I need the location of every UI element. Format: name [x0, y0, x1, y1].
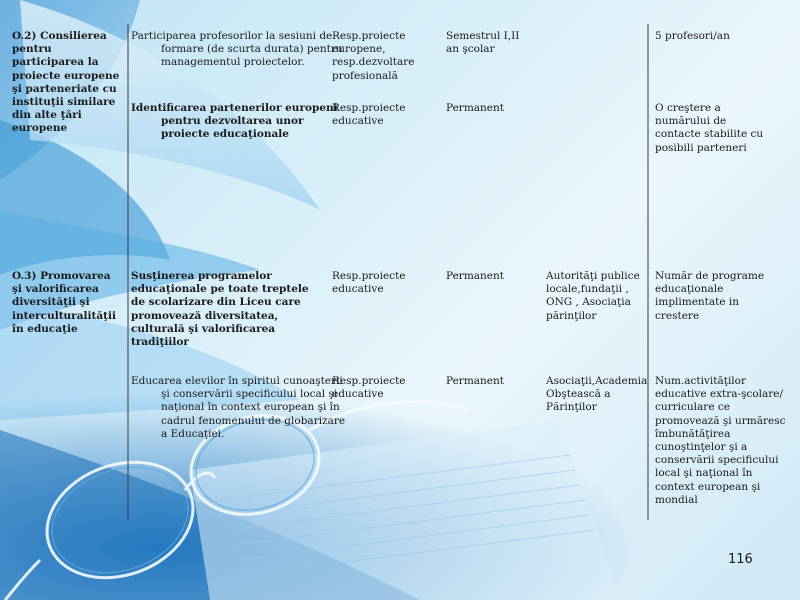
term-o3-2: Permanent: [446, 375, 505, 387]
responsible-o3-2: Resp.proiecte educative: [332, 375, 406, 401]
activity-o3-1: Susţinerea programelor educaţionale pe toate treptele de scolarizare din Liceu care promovează diversitatea, culturală şi valorificarea tradiţiilor: [131, 270, 309, 349]
indicators-o3-1: Număr de programe educaţionale implimentate in crestere: [655, 270, 765, 322]
objective-o3: O.3) Promovarea şi valorificarea diversităţii şi interculturalităţii în educaţie: [12, 270, 116, 335]
responsible-o2-2: Resp.proiecte educative: [332, 102, 406, 128]
term-o3-1: Permanent: [446, 270, 505, 282]
indicators-o2-2: O creştere a numărului de contacte stabilite cu posibili parteneri: [655, 102, 764, 154]
term-o2-1: Semestrul I,II an şcolar: [446, 30, 520, 56]
activity-o2-2: Identificarea partenerilor europeni pentru dezvoltarea unor proiecte educaţionale: [131, 102, 338, 141]
activity-o2-1: Participarea profesorilor la sesiuni de formare (de scurta durata) pentru managementul proiectelor.: [131, 30, 343, 69]
activity-o3-2: Educarea elevilor în spiritul cunoaşterii şi conservării specificului local şi naţional în context european şi în cadrul fenomenului de globarizare a Educaţiei.: [131, 375, 346, 440]
term-o2-2: Permanent: [446, 102, 505, 114]
objective-o2: O.2) Consilierea pentru participarea la proiecte europene şi parteneriate cu instituţii similare din alte ţări europene: [12, 30, 120, 135]
responsible-o2-1: Resp.proiecte europene, resp.dezvoltare profesională: [332, 30, 415, 82]
responsible-o3-1: Resp.proiecte educative: [332, 270, 406, 296]
indicators-o3-2: Num.activităţilor educative extra-şcolare/ curriculare ce promovează şi urmăresc îmbunătăţirea cunoştinţelor şi a conservării specificului local şi naţional în context european şi mondial: [655, 375, 786, 506]
partners-o3-2: Asociaţii,Academia Obştească a Părinţilor: [546, 375, 648, 414]
partners-o3-1: Autorităţi publice locale,fundaţii , ONG , Asociaţia părinţilor: [546, 270, 640, 322]
page-number: 116: [728, 552, 753, 567]
indicators-o2-1: 5 profesori/an: [655, 30, 730, 42]
